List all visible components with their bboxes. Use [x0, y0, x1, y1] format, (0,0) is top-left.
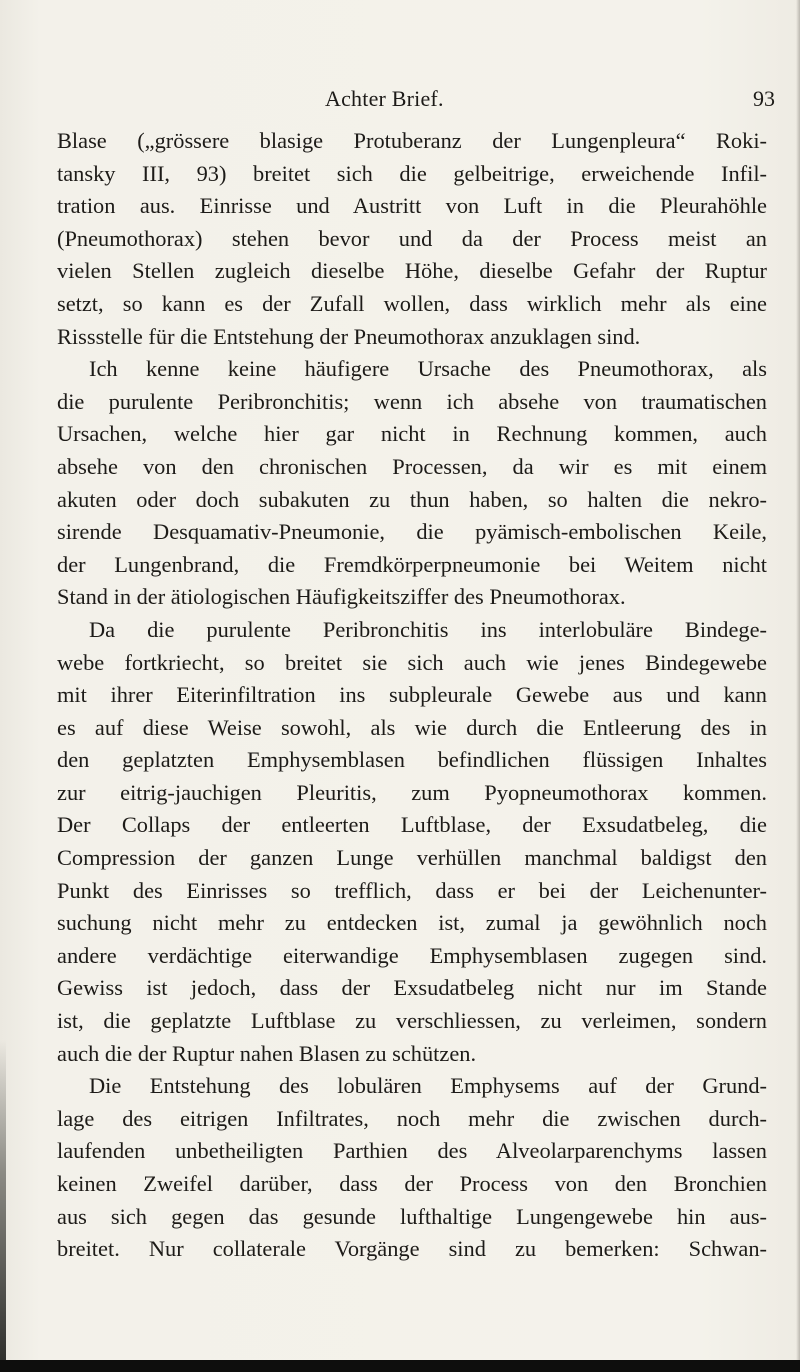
- text-line: Compression der ganzen Lunge verhüllen manchmal baldigst den: [57, 845, 767, 871]
- page-header: [0, 86, 800, 116]
- text-line: auch die der Ruptur nahen Blasen zu schützen.: [57, 1040, 477, 1066]
- text-line: Ursachen, welche hier gar nicht in Rechnung kommen, auch: [57, 421, 767, 447]
- text-line: aus sich gegen das gesunde lufthaltige Lungengewebe hin aus-: [57, 1203, 767, 1229]
- paragraph-start-line: Die Entstehung des lobulären Emphysems auf der Grund-: [89, 1073, 767, 1099]
- scan-left-edge-shadow: [0, 1040, 6, 1372]
- text-line: ist, die geplatzte Luftblase zu verschliessen, zu verleimen, sondern: [57, 1008, 767, 1034]
- text-line: suchung nicht mehr zu entdecken ist, zumal ja gewöhnlich noch: [57, 910, 767, 936]
- text-line: mit ihrer Eiterinfiltration ins subpleurale Gewebe aus und kann: [57, 682, 767, 708]
- text-line: die purulente Peribronchitis; wenn ich absehe von traumatischen: [57, 388, 767, 414]
- text-line: Rissstelle für die Entstehung der Pneumothorax anzuklagen sind.: [57, 323, 641, 349]
- text-line: der Lungenbrand, die Fremdkörperpneumonie bei Weitem nicht: [57, 551, 767, 577]
- text-line: vielen Stellen zugleich dieselbe Höhe, dieselbe Gefahr der Ruptur: [57, 258, 767, 284]
- text-line: Gewiss ist jedoch, dass der Exsudatbeleg nicht nur im Stande: [57, 975, 767, 1001]
- text-line: akuten oder doch subakuten zu thun haben, so halten die nekro-: [57, 486, 767, 512]
- text-line: lage des eitrigen Infiltrates, noch mehr die zwischen durch-: [57, 1105, 767, 1131]
- text-line: absehe von den chronischen Processen, da wir es mit einem: [57, 453, 767, 479]
- text-line: Stand in der ätiologischen Häufigkeitsziffer des Pneumothorax.: [57, 584, 626, 610]
- text-line: Blase („grössere blasige Protuberanz der Lungenpleura“ Roki-: [57, 128, 767, 153]
- page-edge-shadow: [796, 0, 800, 1372]
- text-line: andere verdächtige eiterwandige Emphysemblasen zugegen sind.: [57, 942, 767, 968]
- text-line: tansky III, 93) breitet sich die gelbeitrige, erweichende Infil-: [57, 160, 767, 186]
- page-number: 93: [753, 86, 775, 111]
- text-line: Der Collaps der entleerten Luftblase, der Exsudatbeleg, die: [57, 812, 767, 838]
- body-text: [57, 125, 767, 1266]
- text-line: (Pneumothorax) stehen bevor und da der Process meist an: [57, 225, 767, 251]
- scan-bottom-edge: [0, 1360, 800, 1372]
- text-line: Punkt des Einrisses so trefflich, dass er bei der Leichenunter-: [57, 877, 767, 903]
- text-line: laufenden unbetheiligten Parthien des Alveolarparenchyms lassen: [57, 1138, 767, 1164]
- text-line: setzt, so kann es der Zufall wollen, dass wirklich mehr als eine: [57, 290, 767, 316]
- paragraph-start-line: Da die purulente Peribronchitis ins interlobuläre Bindege-: [89, 616, 767, 642]
- text-line: es auf diese Weise sowohl, als wie durch die Entleerung des in: [57, 714, 767, 740]
- text-line: tration aus. Einrisse und Austritt von Luft in die Pleurahöhle: [57, 193, 767, 219]
- text-line: sirende Desquamativ-Pneumonie, die pyämisch-embolischen Keile,: [57, 519, 767, 545]
- text-line: keinen Zweifel darüber, dass der Process von den Bronchien: [57, 1171, 767, 1196]
- text-line: den geplatzten Emphysemblasen befindlichen flüssigen Inhaltes: [57, 747, 767, 773]
- text-line: breitet. Nur collaterale Vorgänge sind zu bemerken: Schwan-: [57, 1236, 767, 1262]
- paragraph-start-line: Ich kenne keine häufigere Ursache des Pneumothorax, als: [89, 356, 767, 382]
- running-title: Achter Brief.: [325, 86, 444, 111]
- text-line: zur eitrig-jauchigen Pleuritis, zum Pyopneumothorax kommen.: [57, 779, 767, 805]
- text-line: webe fortkriecht, so breitet sie sich auch wie jenes Bindegewebe: [57, 649, 767, 675]
